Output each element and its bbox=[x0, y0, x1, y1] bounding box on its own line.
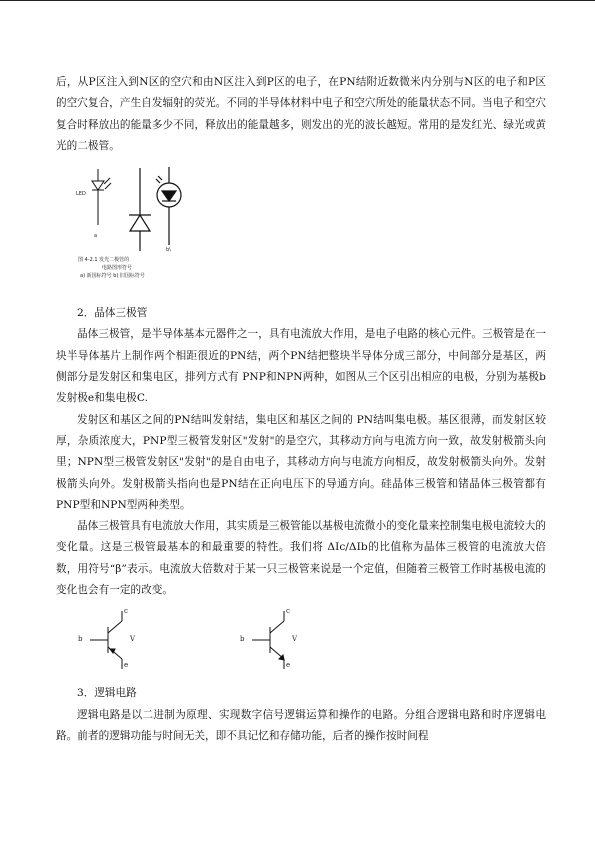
transistor1-collector-label: c bbox=[124, 607, 128, 616]
paragraph-transistor-intro: 晶体三极管，是半导体基本元器件之一，具有电流放大作用，是电子电路的核心元件。三极管是在一块半导体基片上制作两个相距很近的PN结，两个PN结把整块半导体分成三部分，中间部分是基区，两侧部分是发射区和集电区，排列方式有 PNP和NPN两种，如图从三个区引出相应的电极，分别为基极b发射极e和集电极C. bbox=[56, 328, 546, 405]
transistor1-v-label: V bbox=[130, 635, 136, 644]
page-top-rule bbox=[0, 0, 595, 1]
led-label: LED bbox=[76, 191, 86, 198]
paragraph-transistor-junctions: 发射区和基区之间的PN结叫发射结，集电区和基区之间的 PN结叫集电极。基区很薄，而发射区较厚，杂质浓度大，PNP型三极管发射区"发射"的是空穴，其移动方向与电流方向一致，故发射极箭头向里；NPN型三极管发射区"发射"的是自由电子，其移动方向与电流方向相反，故发射极箭头向外。发射极箭头向外。发射极箭头指向也是PN结在正向电压下的导通方向。硅晶体三极管和锗晶体三极管都有PNP型和NPN型两种类型。 bbox=[56, 413, 546, 511]
transistor2-emitter-label: e bbox=[286, 661, 291, 670]
transistor2-v-label: V bbox=[292, 635, 298, 644]
transistor2-base-label: b bbox=[240, 635, 245, 644]
figure-caption-line1: 图 4-2.1 发光二极管的 bbox=[78, 257, 130, 264]
figure-caption-line2: 电路图形符号 bbox=[102, 265, 133, 272]
led-label-a: a bbox=[94, 233, 98, 240]
section-heading-transistor: 2．晶体三极管 bbox=[77, 307, 148, 320]
document-page bbox=[56, 72, 546, 747]
transistor1-emitter-label: e bbox=[124, 661, 129, 670]
section-heading-logic-circuit: 3．逻辑电路 bbox=[77, 687, 137, 700]
paragraph-led-emission: 后，从P区注入到N区的空穴和由N区注入到P区的电子，在PN结附近数微米内分别与N区的电子和P区的空穴复合，产生自发辐射的荧光。不同的半导体材料中电子和空穴所处的能量状态不同。当电子和空穴复合时释放出的能量多少不同，释放出的能量越多，则发出的光的波长越短。常用的是发红光、绿光或黄光的二极管。 bbox=[56, 76, 546, 152]
transistor1-base-label: b bbox=[78, 635, 83, 644]
transistor-symbols-figure bbox=[76, 605, 376, 675]
paragraph-logic-circuit: 逻辑电路是以二进制为原理、实现数字信号逻辑运算和操作的电路。分组合逻辑电路和时序逻辑电路。前者的逻辑功能与时间无关，即不具记忆和存储功能，后者的操作按时间程 bbox=[56, 708, 546, 742]
transistor-symbols-drawing bbox=[76, 605, 376, 675]
figure-caption-line3: a) 新国标符号 b) 旧国标符号 bbox=[80, 273, 145, 280]
paragraph-transistor-amplification: 晶体三极管具有电流放大作用，其实质是三极管能以基极电流微小的变化量来控制集电极电流较大的变化量。这是三极管最基本的和最重要的特性。我们将 ΔIc/ΔIb的比值称为晶体三极管的电流放大倍数，用符号“β”表示。电流放大倍数对于某一只三极管来说是一个定值，但随着三极管工作时基极电流的变化也会有一定的改变。 bbox=[56, 520, 546, 597]
transistor2-collector-label: c bbox=[286, 607, 290, 616]
led-symbol-figure bbox=[74, 163, 214, 303]
led-label-b: b\ bbox=[166, 247, 171, 254]
